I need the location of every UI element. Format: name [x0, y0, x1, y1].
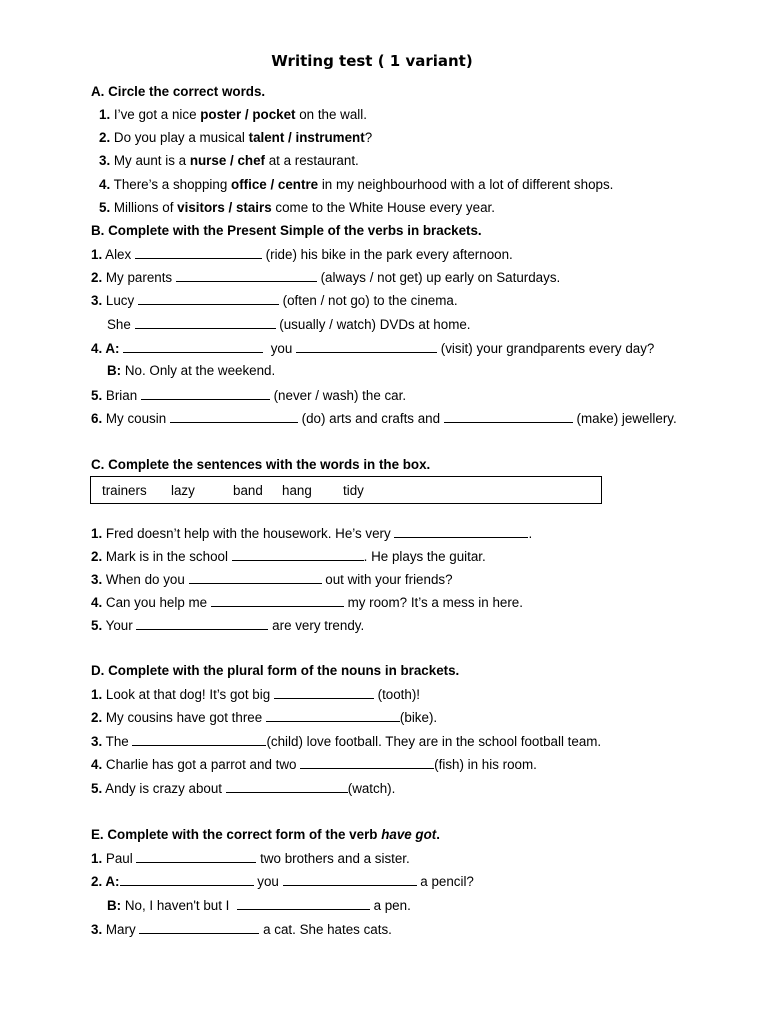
section-e-heading: E. Complete with the correct form of the verb have got. — [91, 827, 440, 842]
section-d-item-5: 5. Andy is crazy about (watch). — [91, 781, 396, 796]
section-c-item-2: 2. Mark is in the school . He plays the guitar. — [91, 549, 486, 564]
section-d-heading: D. Complete with the plural form of the nouns in brackets. — [91, 663, 460, 678]
section-b-item-3b: She (usually / watch) DVDs at home. — [107, 317, 471, 332]
answer-blank[interactable] — [136, 849, 256, 863]
box-word: trainers — [102, 483, 147, 498]
section-e-item-1: 1. Paul two brothers and a sister. — [91, 851, 410, 866]
box-word: tidy — [343, 483, 364, 498]
section-a-item-2: 2. Do you play a musical talent / instrument? — [99, 130, 373, 145]
box-word: hang — [282, 483, 312, 498]
answer-blank[interactable] — [120, 872, 254, 886]
answer-blank[interactable] — [296, 339, 437, 353]
section-c-item-4: 4. Can you help me my room? It’s a mess in here. — [91, 595, 523, 610]
section-d-item-2: 2. My cousins have got three (bike). — [91, 710, 438, 725]
box-word: lazy — [171, 483, 195, 498]
section-b-item-2: 2. My parents (always / not get) up early on Saturdays. — [91, 270, 561, 285]
section-b-item-5: 5. Brian (never / wash) the car. — [91, 388, 407, 403]
answer-blank[interactable] — [139, 920, 259, 934]
answer-blank[interactable] — [274, 685, 374, 699]
answer-blank[interactable] — [189, 570, 322, 584]
section-b-item-3: 3. Lucy (often / not go) to the cinema. — [91, 293, 458, 308]
section-a-item-4: 4. There’s a shopping office / centre in my neighbourhood with a lot of different shops. — [99, 177, 614, 192]
answer-blank[interactable] — [132, 732, 266, 746]
answer-blank[interactable] — [394, 524, 528, 538]
section-d-item-4: 4. Charlie has got a parrot and two (fish) in his room. — [91, 757, 537, 772]
answer-blank[interactable] — [237, 896, 370, 910]
section-a-heading: A. Circle the correct words. — [91, 84, 266, 99]
section-b-heading: B. Complete with the Present Simple of the verbs in brackets. — [91, 223, 482, 238]
word-box — [90, 476, 602, 504]
section-a-item-3: 3. My aunt is a nurse / chef at a restaurant. — [99, 153, 359, 168]
section-c-item-5: 5. Your are very trendy. — [91, 618, 365, 633]
page-title: Writing test ( 1 variant) — [271, 52, 473, 70]
section-a-item-1: 1. I’ve got a nice poster / pocket on the wall. — [99, 107, 367, 122]
answer-blank[interactable] — [232, 547, 364, 561]
answer-blank[interactable] — [444, 409, 573, 423]
section-b-item-1: 1. Alex (ride) his bike in the park every afternoon. — [91, 247, 513, 262]
answer-blank[interactable] — [135, 315, 276, 329]
answer-blank[interactable] — [136, 616, 268, 630]
answer-blank[interactable] — [266, 708, 400, 722]
answer-blank[interactable] — [176, 268, 317, 282]
section-b-item-4b: B: No. Only at the weekend. — [107, 363, 276, 378]
section-e-item-3: 3. Mary a cat. She hates cats. — [91, 922, 392, 937]
answer-blank[interactable] — [138, 291, 279, 305]
answer-blank[interactable] — [135, 245, 262, 259]
answer-blank[interactable] — [300, 755, 434, 769]
section-e-item-2b: B: No, I haven't but I a pen. — [107, 898, 411, 913]
answer-blank[interactable] — [283, 872, 417, 886]
section-e-item-2: 2. A: you a pencil? — [91, 874, 474, 889]
section-a-item-5: 5. Millions of visitors / stairs come to the White House every year. — [99, 200, 495, 215]
section-d-item-1: 1. Look at that dog! It’s got big (tooth)! — [91, 687, 421, 702]
answer-blank[interactable] — [123, 339, 263, 353]
section-c-item-1: 1. Fred doesn’t help with the housework. He’s very . — [91, 526, 533, 541]
section-c-heading: C. Complete the sentences with the words in the box. — [91, 457, 431, 472]
answer-blank[interactable] — [141, 386, 270, 400]
section-b-item-6: 6. My cousin (do) arts and crafts and (make) jewellery. — [91, 411, 677, 426]
box-word: band — [233, 483, 263, 498]
section-c-item-3: 3. When do you out with your friends? — [91, 572, 453, 587]
answer-blank[interactable] — [211, 593, 344, 607]
section-b-item-4: 4. A: you (visit) your grandparents every day? — [91, 341, 655, 356]
section-d-item-3: 3. The (child) love football. They are in the school football team. — [91, 734, 602, 749]
answer-blank[interactable] — [170, 409, 298, 423]
answer-blank[interactable] — [226, 779, 348, 793]
